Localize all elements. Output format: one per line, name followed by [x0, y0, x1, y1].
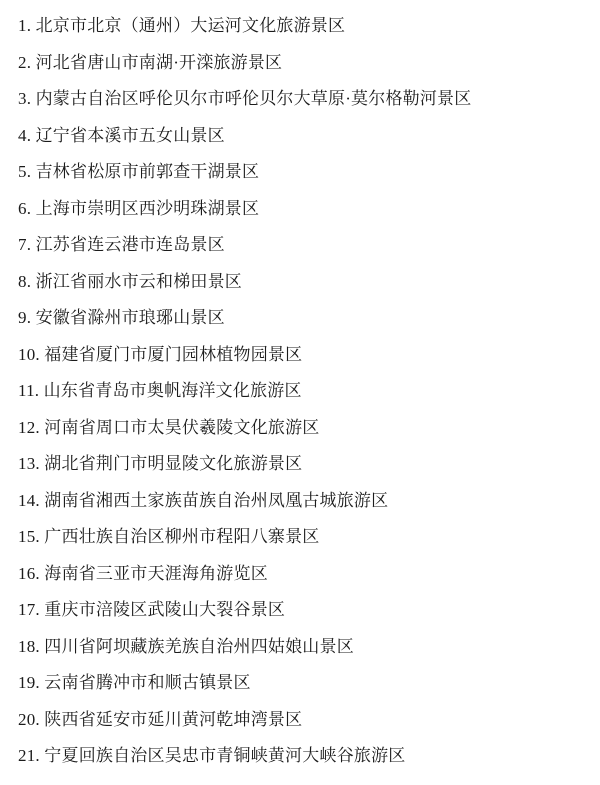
list-item: 12. 河南省周口市太昊伏羲陵文化旅游区	[18, 417, 320, 437]
list-item: 7. 江苏省连云港市连岛景区	[18, 235, 225, 254]
list-item: 19. 云南省腾冲市和顺古镇景区	[18, 673, 251, 692]
list-item: 3. 内蒙古自治区呼伦贝尔市呼伦贝尔大草原·莫尔格勒河景区	[18, 89, 472, 108]
list-item: 2. 河北省唐山市南湖·开滦旅游景区	[18, 52, 283, 72]
list-item: 14. 湖南省湘西土家族苗族自治州凤凰古城旅游区	[18, 490, 389, 510]
list-item: 10. 福建省厦门市厦门园林植物园景区	[18, 344, 303, 364]
list-item: 15. 广西壮族自治区柳州市程阳八寨景区	[18, 527, 320, 546]
list-item: 17. 重庆市涪陵区武陵山大裂谷景区	[18, 600, 286, 619]
list-item: 8. 浙江省丽水市云和梯田景区	[18, 271, 242, 291]
list-item: 13. 湖北省荆门市明显陵文化旅游景区	[18, 454, 303, 473]
list-item: 18. 四川省阿坝藏族羌族自治州四姑娘山景区	[18, 636, 354, 656]
list-item: 1. 北京市北京（通州）大运河文化旅游景区	[18, 16, 346, 35]
list-item: 4. 辽宁省本溪市五女山景区	[18, 125, 225, 145]
list-item: 21. 宁夏回族自治区吴忠市青铜峡黄河大峡谷旅游区	[18, 746, 406, 765]
list-item: 5. 吉林省松原市前郭查干湖景区	[18, 162, 260, 181]
scenic-area-list	[18, 8, 586, 775]
list-item: 16. 海南省三亚市天涯海角游览区	[18, 563, 268, 583]
list-item: 20. 陕西省延安市延川黄河乾坤湾景区	[18, 709, 303, 729]
list-item: 9. 安徽省滁州市琅琊山景区	[18, 308, 225, 327]
list-item: 6. 上海市崇明区西沙明珠湖景区	[18, 198, 260, 218]
list-item: 11. 山东省青岛市奥帆海洋文化旅游区	[18, 381, 302, 400]
